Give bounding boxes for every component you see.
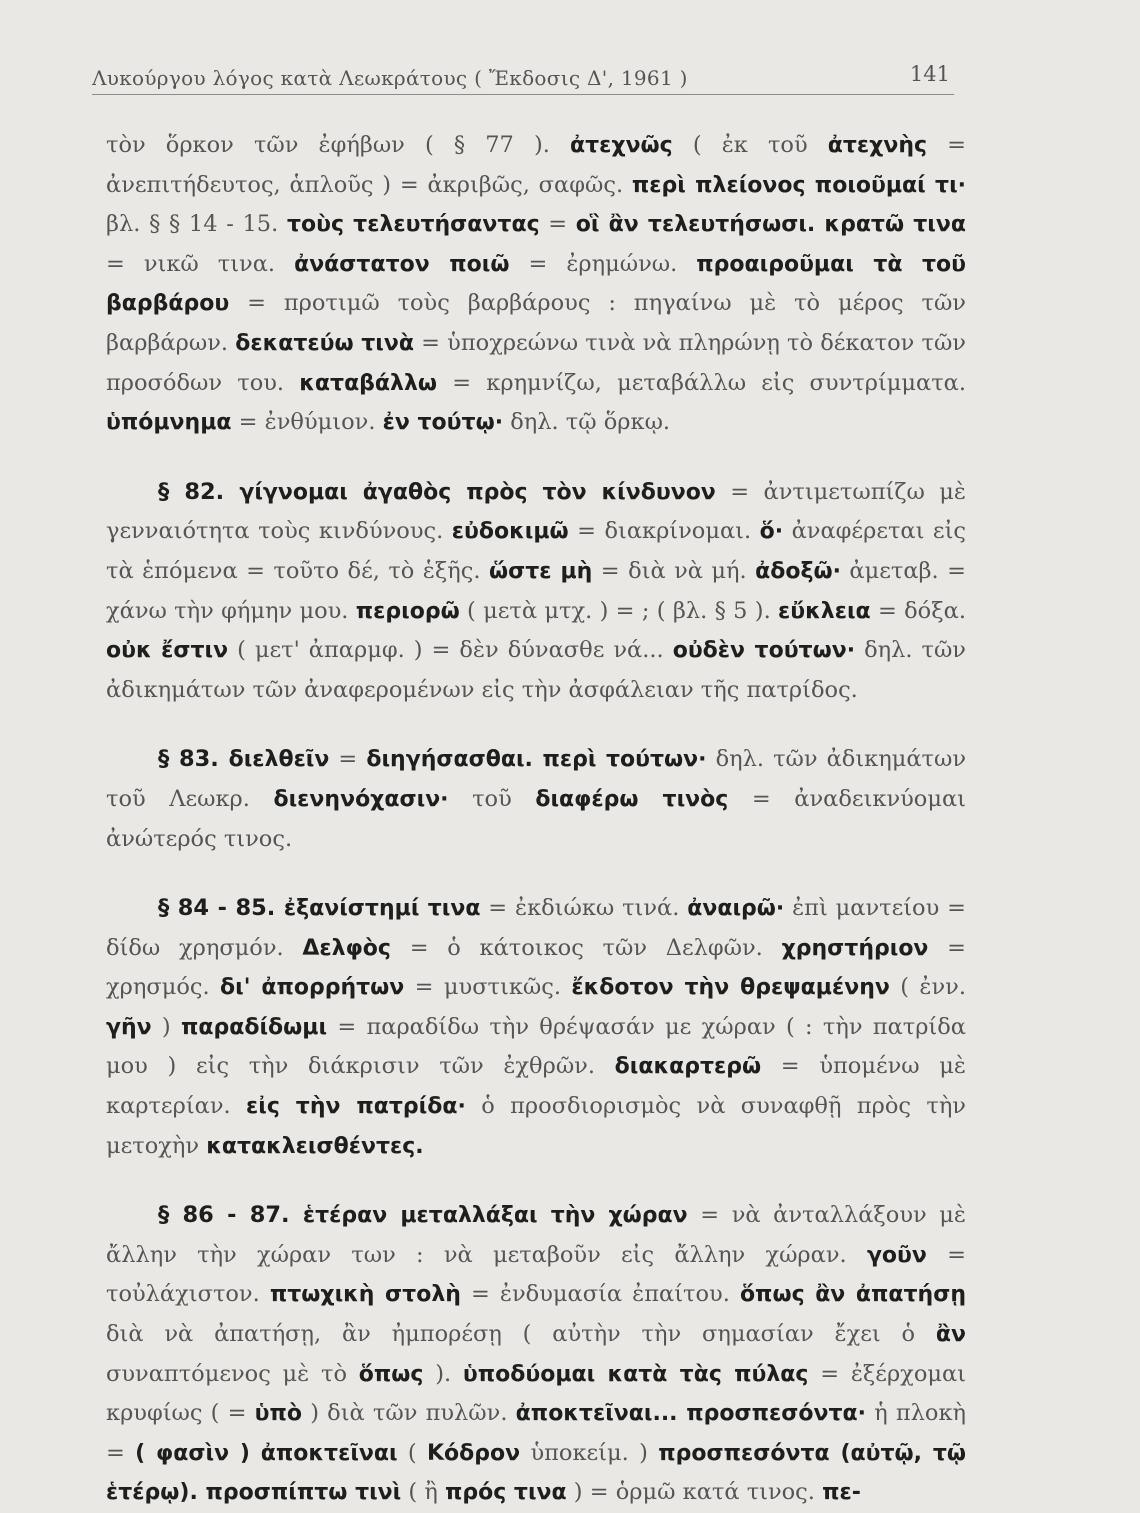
headword: εὔκλεια xyxy=(778,598,871,624)
headword: χρηστήριον xyxy=(781,935,929,961)
gloss-text: διὰ νὰ ἀπατήσῃ, ἂν ἠμπορέσῃ ( αὐτὴν τὴν σημασίαν ἔχει ὁ xyxy=(106,1321,936,1348)
gloss-text: ( ἢ xyxy=(401,1479,445,1506)
gloss-text: ) = ὁρμῶ κατά τινος. xyxy=(566,1479,823,1506)
gloss-text: = ὁ κάτοικος τῶν Δελφῶν. xyxy=(390,934,782,961)
gloss-text: ἀναφέρεται εἰς τὰ ἑπόμενα = τοῦτο δέ, τὸ ἑξῆς. xyxy=(106,518,967,584)
gloss-text: = xyxy=(539,211,576,238)
headword: ἐν τούτῳ· xyxy=(382,410,504,436)
headword: ἂν xyxy=(935,1322,966,1348)
gloss-text: = ἐνδυμασία ἐπαίτου. xyxy=(460,1281,740,1308)
headword: προαιροῦμαι τὰ τοῦ βαρβάρου xyxy=(106,251,967,317)
gloss-text: ) xyxy=(151,1013,181,1040)
gloss-text: ὑποκείμ. ) xyxy=(520,1439,659,1466)
gloss-text: ( ἐνν. xyxy=(889,974,966,1001)
headword: οἳ ἂν τελευτήσωσι. κρατῶ τινα xyxy=(575,212,966,238)
para-83 xyxy=(106,740,966,859)
gloss-text: = προτιμῶ τοὺς βαρβάρους : πηγαίνω μὲ τὸ μέρος τῶν βαρβάρων. xyxy=(106,290,966,356)
headword: δεκατεύω τινὰ xyxy=(235,330,414,356)
headword: παραδίδωμι xyxy=(180,1014,328,1040)
headword: ὅ· xyxy=(759,519,784,545)
page-body xyxy=(106,126,966,1513)
gloss-text: = νικῶ τινα. xyxy=(106,250,295,277)
gloss-text: = παραδίδω τὴν θρέψασάν με χώραν ( : τὴν πατρίδα μου ) εἰς τὴν διάκρισιν τῶν ἐχθρῶν. xyxy=(106,1013,966,1080)
gloss-text: = ὑποχρεώνω τινὰ νὰ πληρώνῃ τὸ δέκατον τῶν προσόδων του. xyxy=(106,329,966,396)
gloss-text: ) διὰ τῶν πυλῶν. xyxy=(302,1400,516,1427)
gloss-text: ὁ προσδιορισμὸς νὰ συναφθῇ πρὸς τὴν μετοχὴν xyxy=(106,1093,966,1159)
headword: διηγήσασθαι. περὶ τούτων· xyxy=(366,747,707,773)
gloss-text: = ἀνεπιτήδευτος, ἁπλοῦς ) = ἀκριβῶς, σαφῶς. xyxy=(106,132,966,198)
headword: πε- xyxy=(822,1480,861,1506)
gloss-text: = μυστικῶς. xyxy=(404,974,572,1001)
gloss-text: = ἐνθύμιον. xyxy=(231,409,383,436)
gloss-text: = xyxy=(329,746,367,773)
para-82 xyxy=(106,473,966,711)
headword: γοῦν xyxy=(866,1242,927,1268)
section-number: § 84 - 85. xyxy=(158,895,284,922)
headword: καταβάλλω xyxy=(299,370,438,396)
headword: γίγνομαι ἀγαθὸς πρὸς τὸν κίνδυνον xyxy=(239,479,716,505)
gloss-text: δηλ. τῷ ὅρκῳ. xyxy=(503,409,671,436)
gloss-text: δηλ. τῶν ἀδικημάτων τοῦ Λεωκρ. xyxy=(106,746,966,812)
headword: πρός τινα xyxy=(444,1480,567,1506)
gloss-text: = χρησμός. xyxy=(106,934,966,1001)
gloss-text: = διὰ νὰ μή. xyxy=(592,557,756,584)
headword: Δελφὸς xyxy=(302,935,391,961)
headword: εἰς τὴν πατρίδα· xyxy=(246,1094,466,1120)
headword: ἀδοξῶ· xyxy=(755,558,841,584)
headword: προσπεσόντα (αὐτῷ, τῷ ἑτέρῳ). προσπίπτω τινὶ xyxy=(106,1440,966,1506)
para-86-87 xyxy=(106,1196,966,1513)
headword: πτωχικὴ στολὴ xyxy=(269,1282,461,1308)
gloss-text: = δόξα. xyxy=(870,597,966,624)
gloss-text: ἡ πλοκὴ = xyxy=(106,1400,966,1466)
section-number: § 86 - 87. xyxy=(158,1202,303,1229)
page-header xyxy=(92,60,954,95)
headword: ἀτεχνῶς xyxy=(569,133,673,158)
gloss-text: δηλ. τῶν ἀδικημάτων τῶν ἀναφερομένων εἰς τὴν ἀσφάλειαν τῆς πατρίδος. xyxy=(106,637,966,703)
para-continuation xyxy=(106,126,966,443)
headword: τοὺς τελευτήσαντας xyxy=(286,212,540,238)
headword: Κόδρον xyxy=(427,1440,521,1466)
headword: ὅπως ἂν ἀπατήσῃ xyxy=(739,1282,966,1308)
headword: ὑποδύομαι κατὰ τὰς πύλας xyxy=(462,1361,809,1387)
gloss-text: = διακρίνομαι. xyxy=(568,518,760,545)
headword: γῆν xyxy=(106,1014,152,1040)
gloss-text: = κρημνίζω, μεταβάλλω εἰς συντρίμματα. xyxy=(437,369,966,396)
headword: ἀνάστατον ποιῶ xyxy=(294,251,510,277)
headword: ἀποκτεῖναι... προσπεσόντα· xyxy=(515,1401,867,1427)
gloss-text: τὸν ὅρκον τῶν ἐφήβων ( § 77 ). xyxy=(106,132,570,158)
headword: ὑπόμνημα xyxy=(106,410,232,436)
gloss-text: = νὰ ἀνταλλάξουν μὲ ἄλλην τὴν χώραν των : νὰ μεταβοῦν εἰς ἄλλην χώραν. xyxy=(106,1202,966,1268)
headword: ἀναιρῶ· xyxy=(687,896,785,922)
gloss-text: = ὑπομένω μὲ καρτερίαν. xyxy=(106,1053,966,1120)
running-title: Λυκούργου λόγος κατὰ Λεωκράτους ( Ἔκδοσις Δ', 1961 ) xyxy=(92,66,688,90)
headword: περὶ πλείονος ποιοῦμαί τι· xyxy=(631,172,966,198)
gloss-text: = ἐρημώνω. xyxy=(509,250,697,277)
headword: διαφέρω τινὸς xyxy=(535,786,729,812)
gloss-text: ἐπὶ μαντείου = δίδω χρησμόν. xyxy=(106,895,966,961)
headword: ( φασὶν ) ἀποκτεῖναι xyxy=(135,1440,398,1466)
headword: περιορῶ xyxy=(355,598,460,624)
headword: οὐδὲν τούτων· xyxy=(672,638,856,664)
headword: διελθεῖν xyxy=(228,747,330,773)
gloss-text: συναπτόμενος μὲ τὸ xyxy=(106,1360,359,1387)
gloss-text: = ἐκδιώκω τινά. xyxy=(480,895,688,922)
gloss-text: = ἀναδεικνύομαι ἀνώτερός τινος. xyxy=(106,785,966,852)
headword: ἀτεχνὴς xyxy=(827,133,928,158)
headword: εὐδοκιμῶ xyxy=(451,519,569,545)
para-84-85 xyxy=(106,889,966,1166)
headword: διακαρτερῶ xyxy=(614,1054,762,1080)
section-number: § 83. xyxy=(158,746,229,773)
headword: ὑπὸ xyxy=(254,1401,303,1427)
headword: ὥστε μὴ xyxy=(488,558,593,584)
headword: δι' ἀπορρήτων xyxy=(220,975,405,1001)
headword: κατακλεισθέντες. xyxy=(206,1133,424,1159)
headword: ὅπως xyxy=(358,1361,424,1387)
page-number: 141 xyxy=(909,62,950,86)
headword: οὐκ ἔστιν xyxy=(106,638,229,664)
gloss-text: ( μετ' ἀπαρμφ. ) = δὲν δύνασθε νά... xyxy=(228,637,673,664)
headword: ἐξανίστημί τινα xyxy=(283,896,481,922)
gloss-text: ( xyxy=(397,1439,427,1466)
gloss-text: ἀμεταβ. = χάνω τὴν φήμην μου. xyxy=(106,557,966,624)
headword: ἑτέραν μεταλλάξαι τὴν χώραν xyxy=(302,1203,688,1229)
gloss-text: = ἀντιμετωπίζω μὲ γενναιότητα τοὺς κινδύνους. xyxy=(106,478,967,545)
gloss-text: βλ. § § 14 - 15. xyxy=(106,211,287,238)
gloss-text: ( ἐκ τοῦ xyxy=(672,132,828,158)
gloss-text: τοῦ xyxy=(448,785,536,812)
gloss-text: = τοὐλάχιστον. xyxy=(106,1241,966,1308)
gloss-text: = ἐξέρχομαι κρυφίως ( = xyxy=(106,1360,967,1427)
headword: ἔκδοτον τὴν θρεψαμένην xyxy=(571,975,890,1001)
gloss-text: ( μετὰ μτχ. ) = ; ( βλ. § 5 ). xyxy=(459,597,779,624)
headword: διενηνόχασιν· xyxy=(273,786,449,812)
gloss-text: ). xyxy=(423,1360,463,1387)
section-number: § 82. xyxy=(158,478,240,505)
